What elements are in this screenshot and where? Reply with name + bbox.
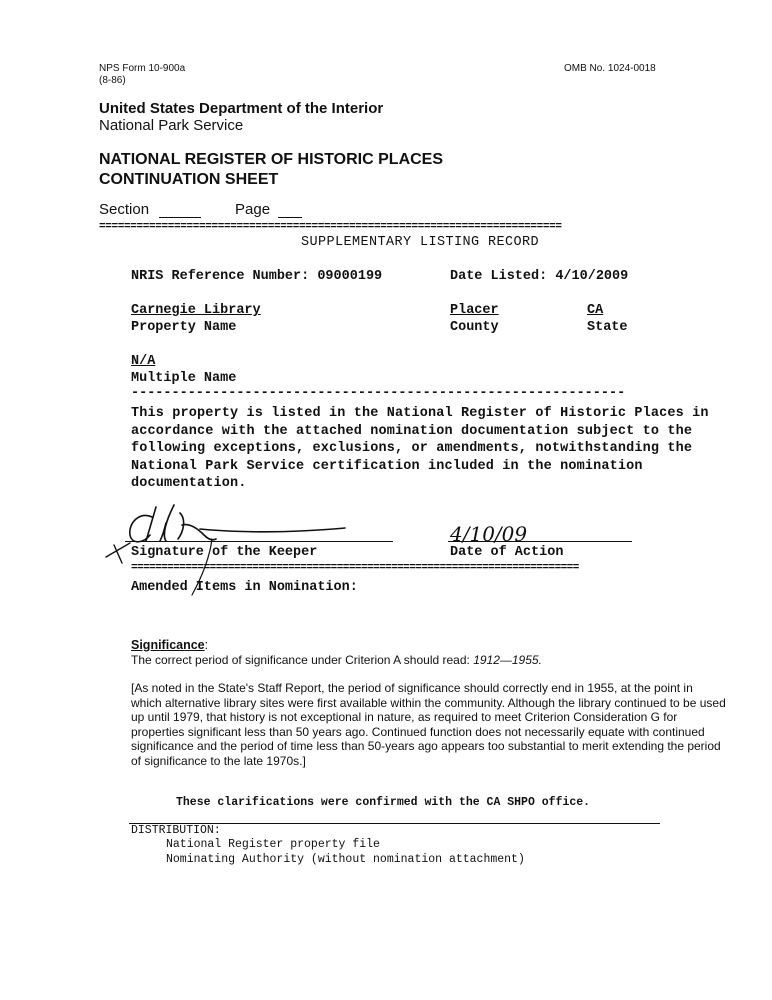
department-name: United States Department of the Interior <box>99 100 384 117</box>
record-heading: SUPPLEMENTARY LISTING RECORD <box>301 235 540 250</box>
significance-explanation: [As noted in the State's Staff Report, the period of significance should correctly end in 1955, at the point in which alternative library sites were first available within the community. Although the library continued to be used up until 1979, that history is not exceptional in nature, as required to meet Criterion Consideration G for properties significant less than 50 years ago. Continued function does not necessarily equate with continued significance and the period of time less than 50-years ago appears too substantial to merit extending the period of significance to the late 1970s.] <box>131 681 726 768</box>
amended-items-label: Amended Items in Nomination: <box>131 580 358 595</box>
state-value: CA <box>587 303 604 318</box>
date-of-action-label: Date of Action <box>450 545 564 560</box>
state-label: State <box>587 320 628 335</box>
omb-number: OMB No. 1024-0018 <box>564 63 656 74</box>
county-label: County <box>450 320 499 335</box>
form-number: NPS Form 10-900a <box>99 63 186 74</box>
multiple-name-value: N/A <box>131 354 156 369</box>
correct-period-text: The correct period of significance under Criterion A should read: <box>131 653 474 667</box>
significance-colon: : <box>204 638 209 652</box>
date-listed: Date Listed: 4/10/2009 <box>450 269 629 284</box>
distribution-heading: DISTRIBUTION: <box>131 824 221 837</box>
clarification-note: These clarifications were confirmed with the CA SHPO office. <box>176 796 591 809</box>
dash-separator: ------------------------------------------------------------- <box>131 386 626 401</box>
distribution-item: National Register property file <box>166 838 380 851</box>
form-subtitle: CONTINUATION SHEET <box>99 171 279 188</box>
distribution-item: Nominating Authority (without nomination attachment) <box>166 853 525 866</box>
property-name-label: Property Name <box>131 320 237 335</box>
lower-separator: ========================================================================== <box>131 562 579 574</box>
section-field <box>99 201 201 218</box>
multiple-name-label: Multiple Name <box>131 371 237 386</box>
page-field <box>235 201 302 218</box>
nris-reference: NRIS Reference Number: 09000199 <box>131 269 383 284</box>
top-separator: ========================================================================== <box>99 221 562 233</box>
significance-heading-row <box>131 638 208 652</box>
listing-paragraph: This property is listed in the National Register of Historic Places in accordance with the attached nomination documentation subject to the following exceptions, exclusions, or amendments, notwithstanding the National Park Service certification included in the nomination documentation. <box>131 406 709 491</box>
signature-label: Signature of the Keeper <box>131 545 318 560</box>
handwritten-date: 4/10/09 <box>450 522 528 546</box>
correct-period-line <box>131 653 542 668</box>
county-value: Placer <box>450 303 499 318</box>
page-blank <box>278 216 302 218</box>
property-name-value: Carnegie Library <box>131 303 261 318</box>
form-date: (8-86) <box>99 75 126 86</box>
agency-name: National Park Service <box>99 117 244 134</box>
section-label: Section <box>99 201 150 218</box>
page-label: Page <box>235 201 271 218</box>
significance-heading: Significance <box>131 638 205 652</box>
correct-period-value: 1912—1955. <box>473 653 542 667</box>
form-title: NATIONAL REGISTER OF HISTORIC PLACES <box>99 151 444 168</box>
section-blank <box>159 216 201 218</box>
